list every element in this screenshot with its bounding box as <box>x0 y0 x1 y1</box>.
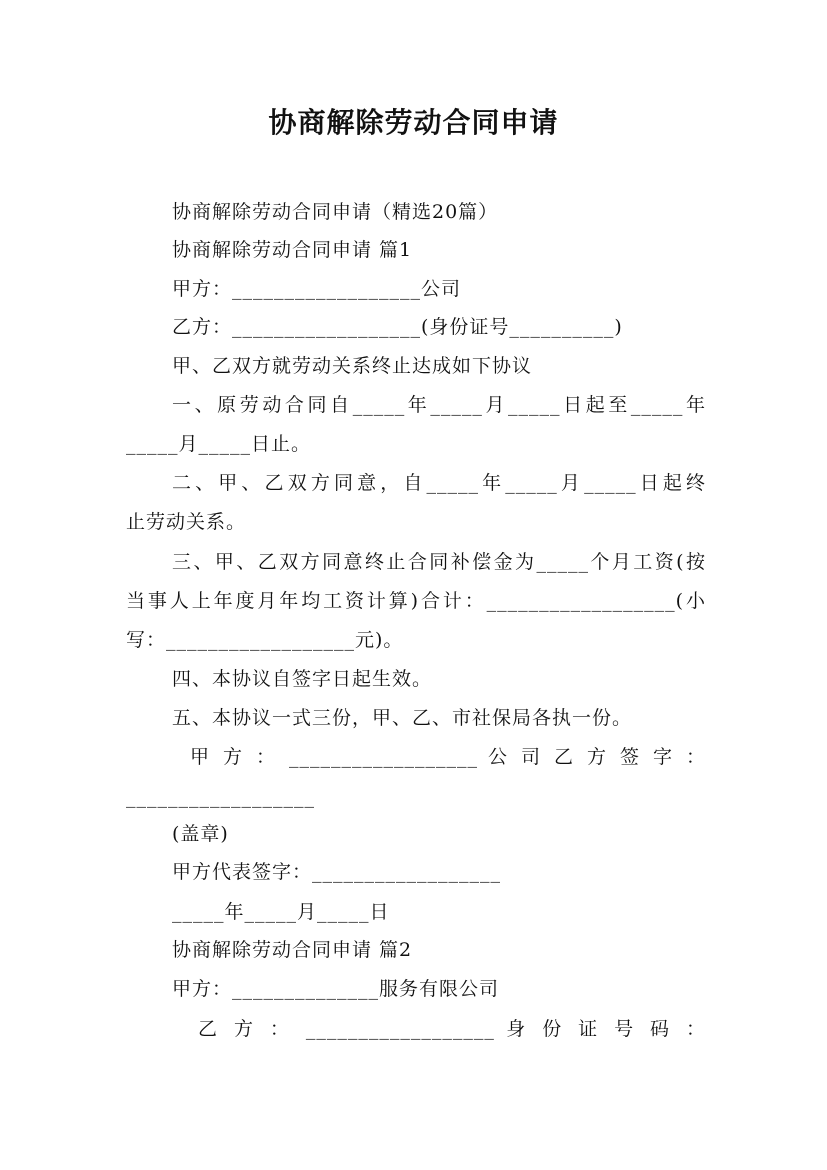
doc-line-clause-5: 五、本协议一式三份，甲、乙、市社保局各执一份。 <box>172 707 633 729</box>
doc-line-seal: (盖章) <box>172 823 229 845</box>
doc-line-party-b: 乙方：__________________(身份证号__________) <box>172 316 623 338</box>
doc-line-clause-3: 三、甲、乙双方同意终止合同补偿金为_____个月工资(按 <box>172 551 706 573</box>
document-title: 协商解除劳动合同申请 <box>268 106 559 139</box>
doc-line-clause-4: 四、本协议自签字日起生效。 <box>172 668 433 690</box>
doc-line-rep-signature: 甲方代表签字：__________________ <box>172 861 502 883</box>
doc-line-date: _____年_____月_____日 <box>172 901 390 923</box>
doc-line-section-heading: 协商解除劳动合同申请 篇1 <box>172 239 413 261</box>
doc-line-subtitle: 协商解除劳动合同申请（精选20篇） <box>172 201 499 223</box>
doc-line-clause-2-cont: 止劳动关系。 <box>126 511 247 533</box>
doc-line-party-b-2: 乙 方 ： __________________ 身 份 证 号 码 ： <box>198 1018 706 1040</box>
doc-line-clause-1: 一、原劳动合同自_____年_____月_____日起至_____年 <box>172 394 706 416</box>
doc-line-clause-3-cont: 当事人上年度月年均工资计算)合计：__________________(小 <box>126 590 706 612</box>
doc-line-clause-3-end: 写：__________________元)。 <box>126 629 404 651</box>
doc-line-signatures: 甲 方 ： __________________ 公 司 乙 方 签 字 ： <box>190 746 706 768</box>
doc-line-party-a-2: 甲方：______________服务有限公司 <box>172 978 500 1000</box>
doc-line-agreement-intro: 甲、乙双方就劳动关系终止达成如下协议 <box>172 355 533 377</box>
doc-line-clause-1-cont: _____月_____日止。 <box>126 433 312 455</box>
doc-line-signature-blank: __________________ <box>126 786 315 808</box>
doc-line-clause-2: 二、甲、乙双方同意，自_____年_____月_____日起终 <box>172 472 706 494</box>
doc-line-party-a: 甲方：__________________公司 <box>172 278 462 300</box>
doc-line-section-heading-2: 协商解除劳动合同申请 篇2 <box>172 939 413 961</box>
